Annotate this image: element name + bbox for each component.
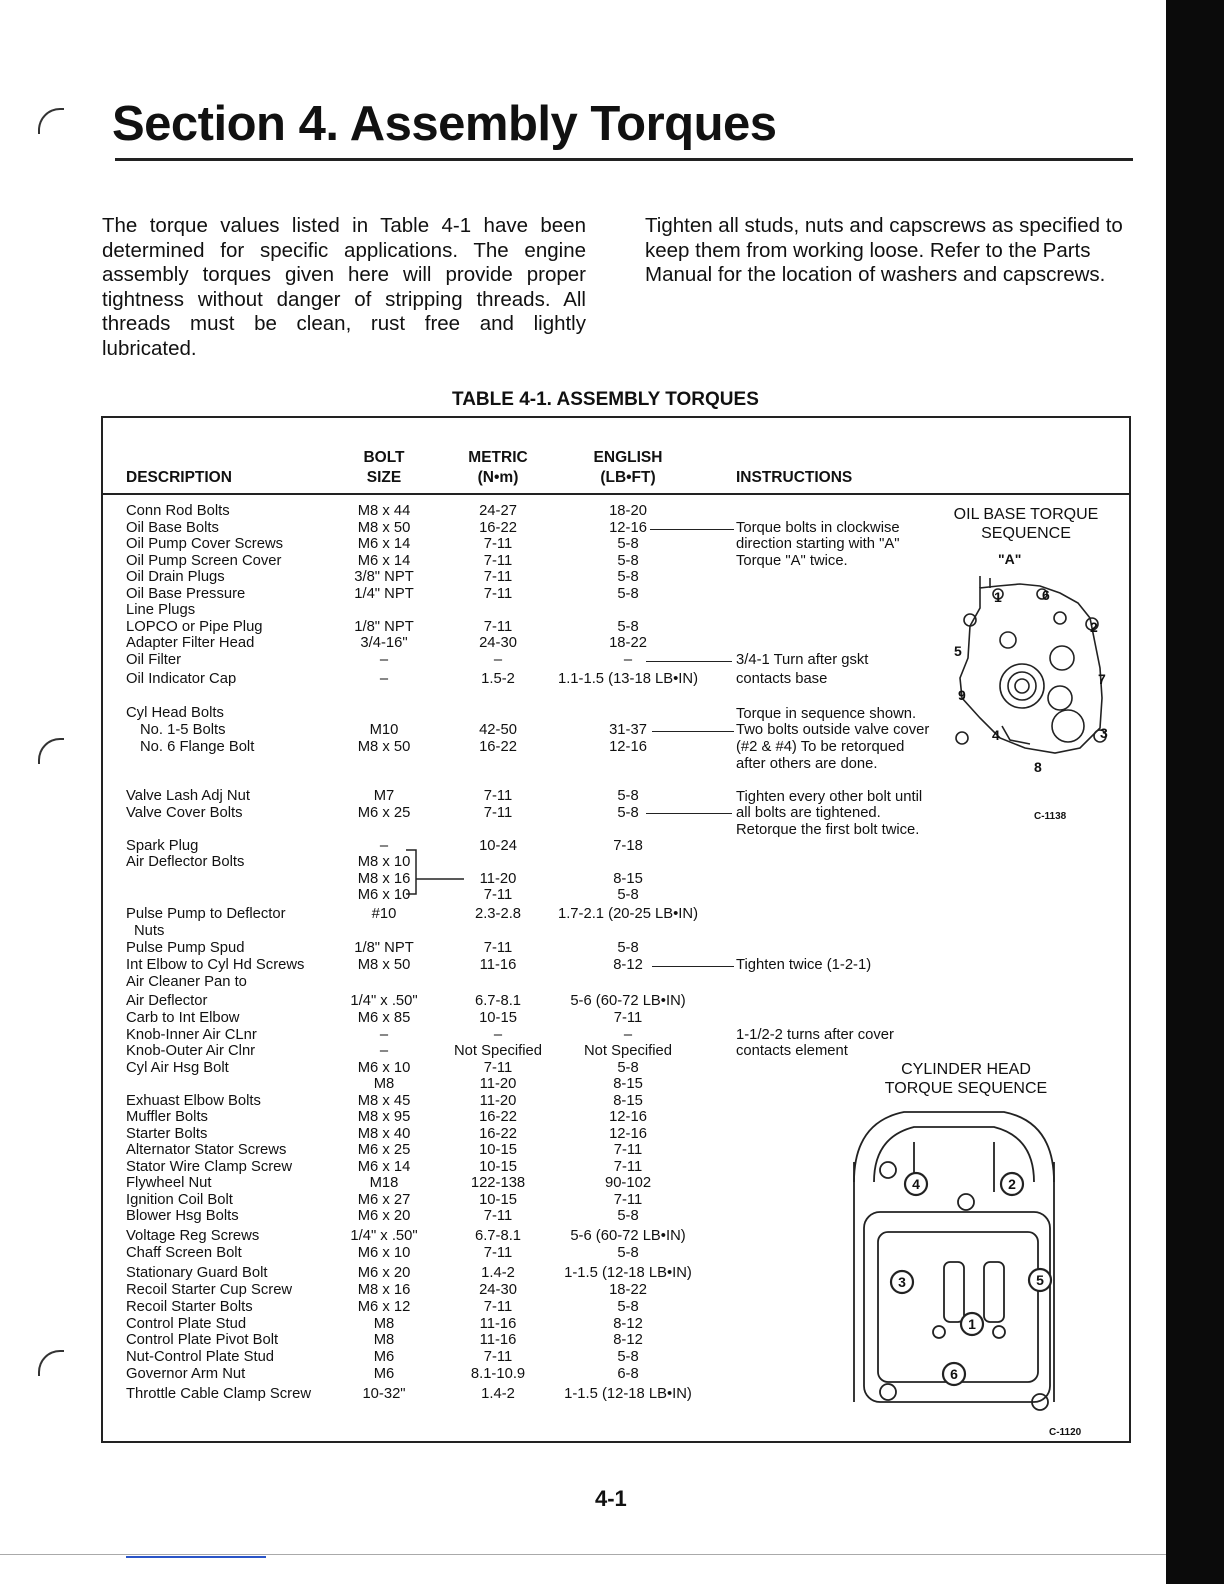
header-instructions: INSTRUCTIONS: [736, 469, 853, 486]
cyl-head-bolt-2: 2: [1008, 1176, 1016, 1192]
title-rule: [115, 158, 1133, 161]
oil-base-bolt-7: 7: [1098, 671, 1106, 687]
oil-base-bolt-6: 6: [1042, 587, 1050, 603]
oil-base-bolt-9: 9: [958, 687, 966, 703]
header-metric: METRIC: [468, 449, 528, 466]
header-english-unit: (LB•FT): [600, 469, 656, 486]
oil-base-torque-diagram: [950, 548, 1110, 776]
instruction-cyl-head-1: Torque in sequence shown.: [736, 706, 917, 722]
cyl-head-diagram-title: CYLINDER HEAD TORQUE SEQUENCE: [884, 1061, 1048, 1097]
oil-base-bolt-4: 4: [992, 727, 1000, 743]
cylinder-head-torque-diagram: [844, 1102, 1064, 1422]
instruction-oil-filter-1: 3/4-1 Turn after gskt: [736, 652, 869, 668]
leader-line: [646, 813, 732, 814]
instruction-valve-cover-3: Retorque the first bolt twice.: [736, 822, 920, 838]
oil-base-bolt-2: 2: [1090, 619, 1098, 635]
instruction-cyl-head-4: after others are done.: [736, 756, 878, 772]
bottom-rule: [0, 1554, 1166, 1555]
page-number: 4-1: [595, 1486, 627, 1511]
cyl-head-bolt-4: 4: [912, 1176, 920, 1192]
oil-base-bolt-3: 3: [1100, 725, 1108, 741]
header-bolt: BOLT: [363, 449, 405, 466]
binder-hole-mark: [38, 1350, 64, 1376]
header-size: SIZE: [366, 469, 402, 486]
instruction-knob-1: 1-1/2-2 turns after cover: [736, 1027, 894, 1043]
cyl-head-bolt-6: 6: [950, 1366, 958, 1382]
air-deflector-bracket: [400, 848, 466, 896]
leader-line: [652, 731, 734, 732]
instruction-oil-base-1: Torque bolts in clockwise: [736, 520, 900, 536]
cyl-head-diagram-code: C-1120: [1049, 1427, 1082, 1438]
instruction-knob-2: contacts element: [736, 1043, 848, 1059]
header-description: DESCRIPTION: [126, 469, 232, 486]
header-metric-unit: (N•m): [477, 469, 519, 486]
oil-base-start-label: "A": [998, 551, 1022, 567]
instruction-cyl-head-3: (#2 & #4) To be retorqued: [736, 739, 905, 755]
scan-edge-bar: [1166, 0, 1224, 1584]
header-rule: [102, 493, 1130, 495]
intro-paragraph-left: The torque values listed in Table 4-1 have been determined for specific applications. The engine assembly torques given here will provide proper tightness without danger of stripping threads. All threads must be clean, rust free and lightly lubricated.: [102, 214, 586, 360]
leader-line: [652, 966, 734, 967]
binder-hole-mark: [38, 108, 64, 134]
oil-base-bolt-1: 1: [994, 589, 1002, 605]
section-title: Section 4. Assembly Torques: [112, 97, 777, 151]
header-english: ENGLISH: [593, 449, 663, 466]
oil-base-bolt-8: 8: [1034, 759, 1042, 775]
bottom-accent-line: [126, 1556, 266, 1558]
instruction-valve-cover-1: Tighten every other bolt until: [736, 789, 923, 805]
oil-base-diagram-title: OIL BASE TORQUE SEQUENCE: [953, 506, 1099, 542]
oil-base-diagram-code: C-1138: [1034, 811, 1067, 822]
instruction-valve-cover-2: all bolts are tightened.: [736, 805, 881, 821]
oil-base-bolt-5: 5: [954, 643, 962, 659]
leader-line: [650, 529, 734, 530]
instruction-int-elbow: Tighten twice (1-2-1): [736, 957, 872, 973]
instruction-cyl-head-2: Two bolts outside valve cover: [736, 722, 930, 738]
binder-hole-mark: [38, 738, 64, 764]
instruction-oil-base-3: Torque "A" twice.: [736, 553, 848, 569]
cyl-head-bolt-5: 5: [1036, 1272, 1044, 1288]
table-title: TABLE 4-1. ASSEMBLY TORQUES: [452, 389, 759, 410]
cyl-head-bolt-1: 1: [968, 1316, 976, 1332]
leader-line: [646, 661, 732, 662]
instruction-oil-base-2: direction starting with "A": [736, 536, 900, 552]
intro-paragraph-right: Tighten all studs, nuts and capscrews as specified to keep them from working loose. Refer to the Parts Manual for the location of washers and capscrews.: [645, 214, 1123, 286]
cyl-head-bolt-3: 3: [898, 1274, 906, 1290]
instruction-oil-filter-2: contacts base: [736, 671, 828, 687]
